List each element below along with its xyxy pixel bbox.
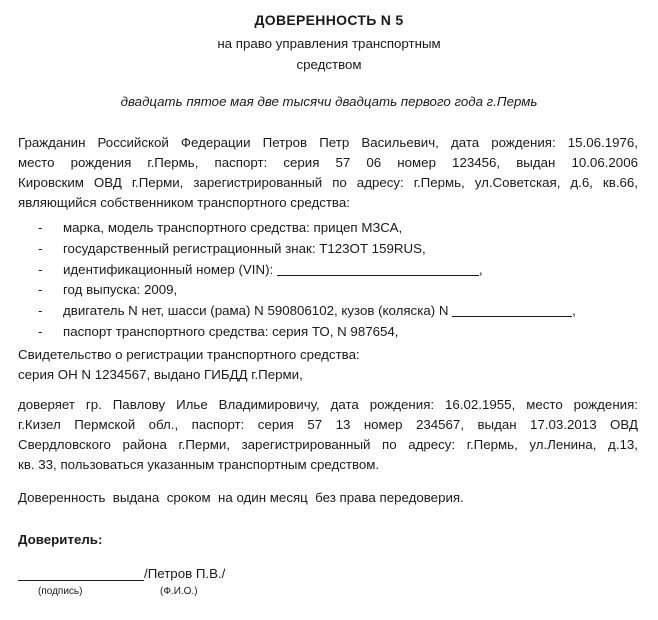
trustee-line: кв. 33, пользоваться указанным транспортным средством. (18, 457, 380, 472)
list-dash: - (38, 303, 43, 319)
vin-blank-line (277, 262, 479, 276)
vehicle-engine-chassis: двигатель N нет, шасси (рама) N 590806102, кузов (коляска) N (63, 303, 453, 319)
principal-line: место рождения г.Пермь, паспорт: серия 57 06 номер 123456, выдан 10.06.2006 (18, 155, 638, 170)
signature-line (18, 580, 144, 581)
vehicle-year: год выпуска: 2009, (63, 282, 178, 298)
trustee-line: г.Кизел Пермской обл., паспорт: серия 57 13 номер 234567, выдан 17.03.2013 ОВД (18, 417, 638, 432)
list-item (38, 218, 638, 239)
principal-name-signature: /Петров П.В./ (144, 566, 226, 581)
vehicle-vin: идентификационный номер (VIN): (63, 261, 277, 277)
vehicle-make-model: марка, модель транспортного средства: прицеп МЗСА, (63, 220, 403, 235)
trustee-line: доверяет гр. Павлову Илье Владимировичу, дата рождения: 16.02.1955, место рождения: (18, 397, 638, 412)
registration-line1: Свидетельство о регистрации транспортного средства: (18, 347, 360, 362)
principal-line: Гражданин Российской Федерации Петров Петр Васильевич, дата рождения: 15.06.1976, (18, 135, 638, 150)
date-and-place: двадцать пятое мая две тысячи двадцать первого года г.Пермь (120, 94, 538, 109)
list-item (38, 260, 638, 281)
vehicle-details-list (38, 218, 638, 343)
principal-signature-label: Доверитель: (18, 532, 103, 547)
name-caption: (Ф.И.О.) (160, 586, 198, 597)
list-dash: - (38, 282, 43, 298)
list-dash: - (38, 220, 43, 235)
trustee-line: Свердловского района г.Перми, зарегистрированный по адресу: г.Пермь, ул.Ленина, д.13, (18, 437, 638, 452)
signature-caption: (подпись) (38, 586, 83, 597)
document-title: ДОВЕРЕННОСТЬ N 5 (254, 12, 404, 28)
list-dash: - (38, 323, 43, 339)
body-suffix: , (572, 303, 576, 319)
principal-line: Кировским ОВД г.Перми, зарегистрированный по адресу: г.Пермь, ул.Советская, д.6, кв.66, (18, 175, 638, 190)
document-subtitle-line1: на право управления транспортным (217, 36, 441, 51)
list-dash: - (38, 240, 43, 256)
registration-line2: серия ОН N 1234567, выдано ГИБДД г.Перми, (18, 367, 303, 382)
list-item (38, 239, 638, 260)
list-item (38, 322, 638, 343)
list-dash: - (38, 261, 43, 277)
document-subtitle-line2: средством (296, 57, 362, 72)
principal-line: являющийся собственником транспортного средства: (18, 195, 350, 210)
trustee-paragraph (18, 395, 638, 475)
vehicle-plate: государственный регистрационный знак: Т123ОТ 159RUS, (63, 240, 426, 256)
vin-suffix: , (478, 261, 483, 277)
list-item (38, 301, 638, 322)
principal-paragraph (18, 133, 638, 213)
body-blank-line (452, 303, 572, 317)
term-statement: Доверенность выдана сроком на один месяц без права передоверия. (18, 490, 464, 505)
vehicle-passport: паспорт транспортного средства: серия ТО, N 987654, (63, 323, 399, 339)
list-item (38, 280, 638, 301)
